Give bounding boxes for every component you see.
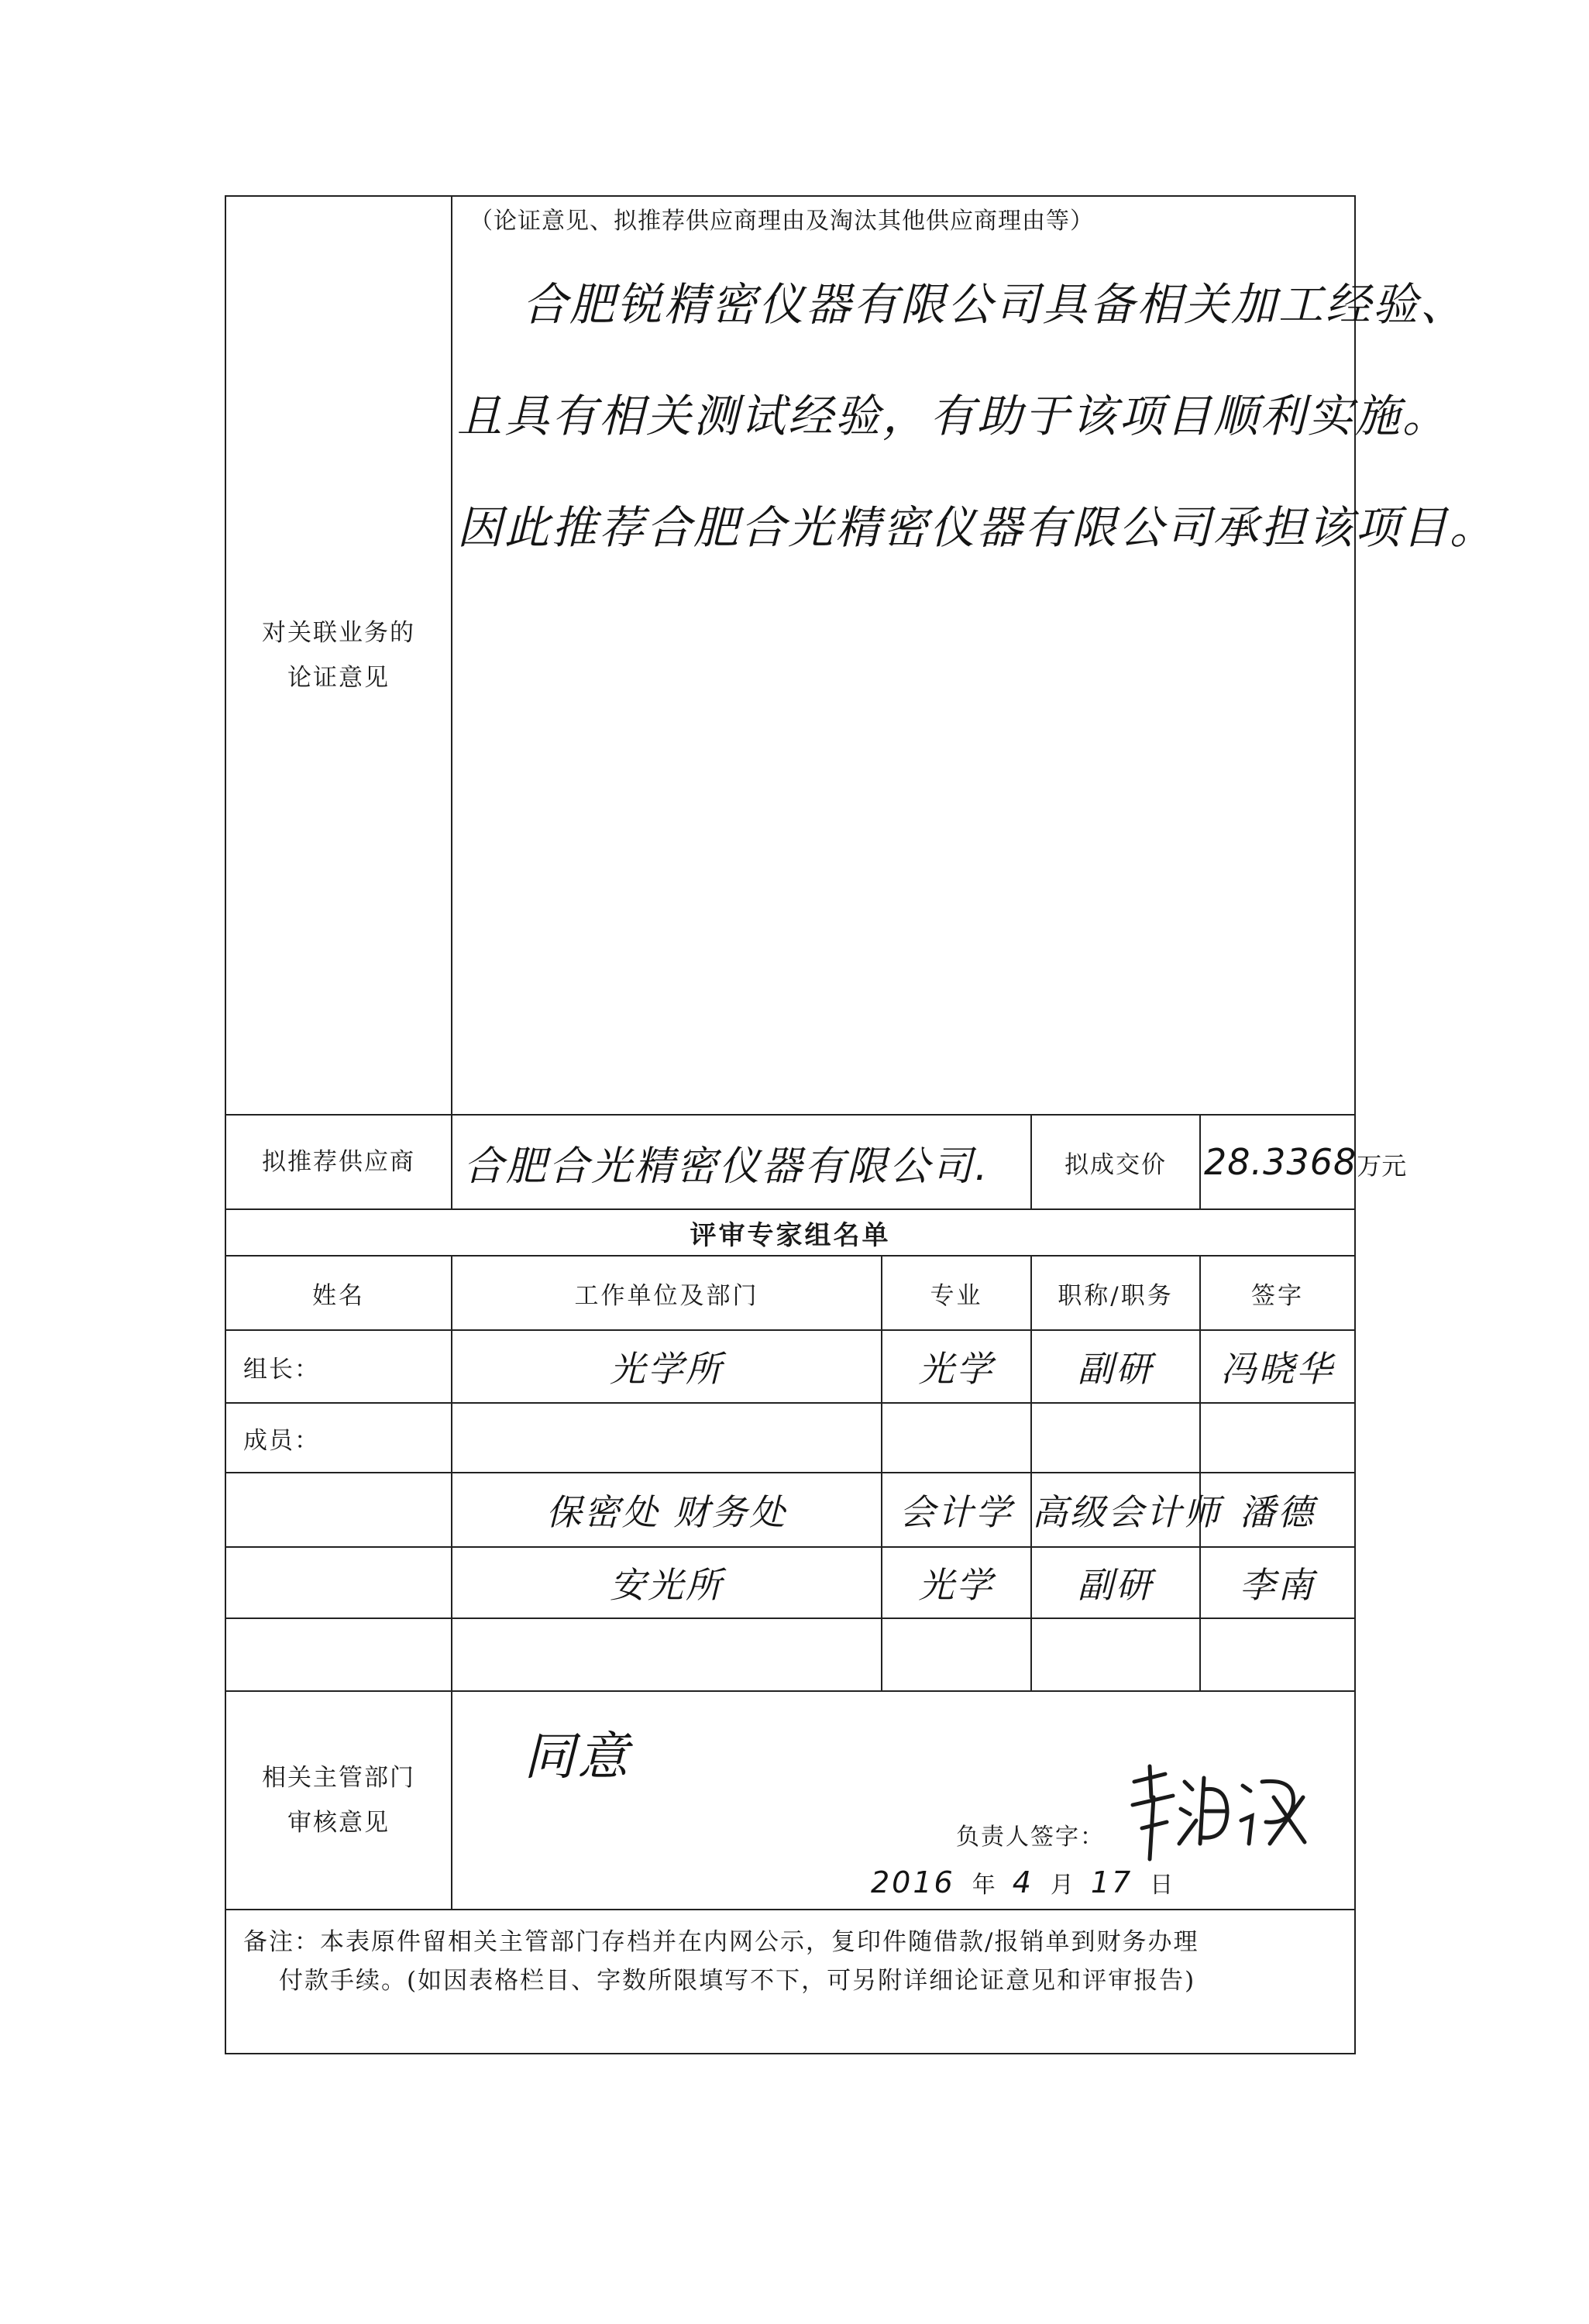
member-title: [1031, 1403, 1200, 1473]
review-label-line1: 相关主管部门: [262, 1764, 415, 1792]
experts-header-row: [225, 1256, 1355, 1330]
opinion-line-2: 且具有相关测试经验，有助于该项目顺利实施。: [457, 390, 1450, 442]
sign-label: 负责人签字：: [956, 1824, 1105, 1851]
price-unit: 万元: [1357, 1151, 1407, 1181]
member-unit: 安光所: [452, 1547, 882, 1618]
leader-label: 组长：: [225, 1330, 452, 1403]
date-line: [871, 1865, 1190, 1899]
opinion-label-line1: 对关联业务的: [262, 619, 415, 647]
opinion-content: [452, 196, 1498, 1115]
member-sign: 潘德: [1200, 1473, 1355, 1547]
header-sign: 签字: [1200, 1256, 1355, 1330]
date-month: 4: [1012, 1865, 1034, 1899]
member-title: [1031, 1618, 1200, 1691]
header-title: 职称/职务: [1031, 1256, 1200, 1330]
table-row: [225, 1403, 1355, 1473]
procurement-form: [225, 195, 1498, 2054]
member-title: 副研: [1031, 1547, 1200, 1618]
price-label: 拟成交价: [1031, 1115, 1200, 1209]
member-sign: [1200, 1618, 1355, 1691]
member-sign: 李南: [1200, 1547, 1355, 1618]
member-major: [882, 1618, 1031, 1691]
header-name: 姓名: [225, 1256, 452, 1330]
review-label-line2: 审核意见: [287, 1809, 390, 1837]
member-major: 会计学: [882, 1473, 1031, 1547]
opinion-line-3: 因此推荐合肥合光精密仪器有限公司承担该项目。: [457, 501, 1498, 554]
member-major: 光学: [882, 1330, 1031, 1403]
member-unit: 光学所: [452, 1330, 882, 1403]
signature-image: [1119, 1751, 1320, 1875]
supplier-value: 合肥合光精密仪器有限公司.: [452, 1115, 1031, 1209]
opinion-label: [225, 196, 452, 1115]
date-year-word: 年: [972, 1872, 996, 1899]
member-title: 副研: [1031, 1330, 1200, 1403]
experts-title-row: [225, 1209, 1355, 1256]
member-unit: [452, 1403, 882, 1473]
opinion-hint: （论证意见、拟推荐供应商理由及淘汰其他供应商理由等）: [469, 208, 1094, 235]
member-title: 高级会计师: [1031, 1473, 1200, 1547]
supplier-row: [225, 1115, 1355, 1209]
note-line2: 付款手续。(如因表格栏目、字数所限填写不下，可另附详细论证意见和评审报告): [279, 1967, 1196, 1995]
price-cell: [1200, 1115, 1407, 1209]
member-name-empty: [225, 1618, 452, 1691]
table-row: [225, 1330, 1355, 1403]
header-unit: 工作单位及部门: [452, 1256, 882, 1330]
member-name-empty: [225, 1547, 452, 1618]
opinion-line-1: 合肥锐精密仪器有限公司具备相关加工经验、: [522, 278, 1468, 331]
note-cell: [225, 1910, 1355, 2054]
opinion-label-line2: 论证意见: [287, 664, 390, 692]
member-major: [882, 1403, 1031, 1473]
note-row: [225, 1910, 1355, 2054]
table-row: [225, 1473, 1355, 1547]
opinion-row: [225, 196, 1355, 1115]
table-row: [225, 1618, 1355, 1691]
review-label: [225, 1691, 452, 1910]
member-unit: 保密处 财务处: [452, 1473, 882, 1547]
member-unit: [452, 1618, 882, 1691]
date-year: 2016: [871, 1865, 955, 1899]
header-major: 专业: [882, 1256, 1031, 1330]
member-sign: [1200, 1403, 1355, 1473]
member-name-empty: [225, 1473, 452, 1547]
date-day-word: 日: [1150, 1872, 1174, 1899]
price-value: 28.3368: [1204, 1141, 1357, 1183]
members-label: 成员：: [225, 1403, 452, 1473]
member-sign: 冯晓华: [1200, 1330, 1355, 1403]
note-line1: 备注：本表原件留相关主管部门存档并在内网公示，复印件随借款/报销单到财务办理: [243, 1928, 1199, 1956]
table-row: [225, 1547, 1355, 1618]
member-major: 光学: [882, 1547, 1031, 1618]
supplier-label: 拟推荐供应商: [225, 1115, 452, 1209]
date-day: 17: [1090, 1865, 1133, 1899]
date-month-word: 月: [1050, 1872, 1074, 1899]
review-opinion: 同意: [524, 1727, 631, 1786]
review-row: [225, 1691, 1355, 1910]
review-content: [452, 1691, 1355, 1910]
experts-title: 评审专家组名单: [225, 1209, 1355, 1256]
